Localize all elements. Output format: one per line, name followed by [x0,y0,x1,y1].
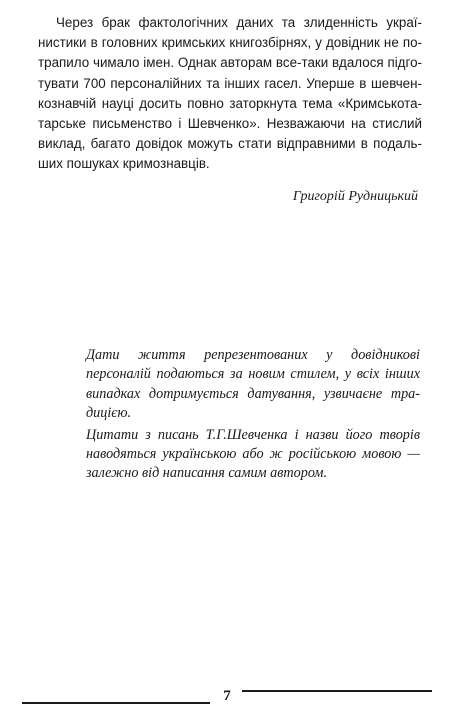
editorial-note [86,346,420,484]
footer-rule-left [22,702,210,704]
page-number: 7 [223,688,231,704]
author-signature: Григорій Рудницький [292,189,418,204]
note-quotations: Цитати з писань Т.Г.Шевченка і назви його творів наводяться українською або ж російською мовою — залежно від написання самим автором. [86,426,420,482]
footer-rule-right [242,690,432,692]
body-paragraph: Через брак фактологічних даних та злиденність українистики в головних кримських книгозбірнях, у довідник не потрапило чимало імен. Однак авторам все-таки вдалося підготувати 700 персоналійних та інших гасел. Уперше в шевченкознавчій науці досить повно заторкнута тема «Кримськотатарське письменство і Шевченко». Незважаючи на стислий виклад, багато довідок можуть стати відправними в подальших пошуках кримознавців. [38,15,422,172]
note-dates: Дати життя репрезентованих у довідникові персоналій подаються за новим стилем, у всіх інших випадках дотримується датування, узвичаєне традицією. [86,347,420,422]
